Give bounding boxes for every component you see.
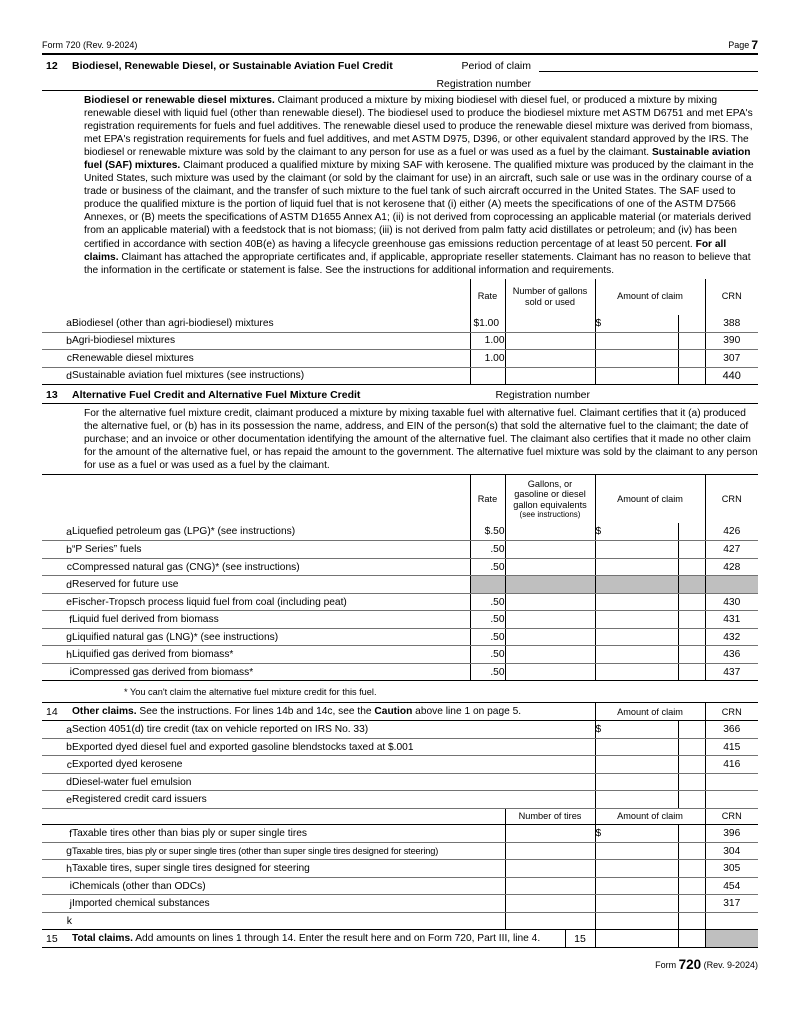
- line-12b-cents-input[interactable]: [678, 332, 705, 350]
- line-13f-crn: 431: [705, 611, 758, 629]
- line-14e-letter: e: [42, 791, 72, 809]
- line-14j-cents-input[interactable]: [678, 895, 705, 913]
- line-14a-cents-input[interactable]: [678, 721, 705, 739]
- table-row: [42, 593, 758, 611]
- line-12b-letter: b: [42, 332, 72, 350]
- line-13h-letter: h: [42, 646, 72, 664]
- line-13f-gallons-input[interactable]: [505, 611, 595, 629]
- line-14-tires-header-row: [42, 809, 758, 825]
- line-13d-description: Reserved for future use: [72, 576, 470, 594]
- line-14k-cents-input[interactable]: [678, 912, 705, 930]
- line-12-p2-body: Claimant produced a qualified mixture by mixing SAF with kerosene. The qualified mixture was produced by the claimant in the United States, such mixture was used by the claimant (or sold by the claimant for use) in an aircraft, such sale or use was in the ordinary course of a trade or business of the claimant, and the transfer of such mixture to the fuel tank of such aircraft occurred in the United States. The SAF used to produce the qualified mixture is the portion of liquid fuel that is not kerosene that (i) either (A) meets the specifications of one of the ASTM D7566 Annexes, or (B) meets the specifications of ASTM D1655 Annex A1; (ii) is not derived from coprocessing an applicable material (or materials derived from an applicable material) with a feedstock that is not biomass; (iii) is not derived from palm fatty acid distillates or petroleum; and (iv) has been certified in accordance with section 40B(e) as having a lifecycle greenhouse gas emissions reduction percentage of at least 50 percent.: [84, 160, 754, 250]
- table-row: [42, 912, 758, 930]
- line-13g-gallons-input[interactable]: [505, 628, 595, 646]
- line-12c-description: Renewable diesel mixtures: [72, 350, 470, 368]
- line-14f-letter: f: [42, 825, 72, 843]
- line-13i-rate: .50: [470, 663, 505, 681]
- spacer-cell: [72, 475, 470, 524]
- spacer-cell: [42, 475, 72, 524]
- line-12b-rate: 1.00: [470, 332, 505, 350]
- line-13c-amount-input[interactable]: [595, 558, 678, 576]
- line-14-header-row: [42, 703, 758, 721]
- line-13e-description: Fischer-Tropsch process liquid fuel from coal (including peat): [72, 593, 470, 611]
- line-12c-cents-input[interactable]: [678, 350, 705, 368]
- line-13-footnote: * You can't claim the alternative fuel mixture credit for this fuel.: [124, 687, 377, 698]
- line-14k-amount-input[interactable]: [595, 912, 678, 930]
- line-14-caution-word: Caution: [374, 706, 413, 718]
- line-15-title: [72, 930, 565, 948]
- line-13-table: [42, 474, 758, 681]
- line-15-cents-input[interactable]: [678, 930, 705, 948]
- table-row: [42, 721, 758, 739]
- line-13i-cents-input[interactable]: [678, 663, 705, 681]
- line-14c-description: Exported dyed kerosene: [72, 756, 595, 774]
- table-row: [42, 860, 758, 878]
- line-12-col-amount: Amount of claim: [595, 279, 705, 315]
- line-12a-crn: 388: [705, 315, 758, 333]
- line-13d-rate-reserved: [470, 576, 505, 594]
- line-13h-rate: .50: [470, 646, 505, 664]
- line-14i-tires-input[interactable]: [505, 877, 595, 895]
- line-14j-description: Imported chemical substances: [72, 895, 505, 913]
- line-13i-crn: 437: [705, 663, 758, 681]
- line-12-header: [42, 55, 758, 74]
- line-13-col-gallons-l2: gasoline or diesel: [514, 489, 586, 500]
- line-12-p3-lead: For all claims.: [84, 238, 727, 263]
- line-15-box-number: 15: [565, 930, 595, 948]
- line-13f-amount-input[interactable]: [595, 611, 678, 629]
- line-12d-amount-input[interactable]: [595, 367, 678, 385]
- line-12-paragraph: [42, 91, 758, 279]
- line-12-col-crn: CRN: [721, 291, 742, 302]
- line-13g-description: Liquified natural gas (LNG)* (see instructions): [72, 628, 470, 646]
- line-14-col-crn: CRN: [705, 703, 758, 721]
- line-14-title-rest-2: above line 1 on page 5.: [412, 706, 522, 718]
- line-14b-description: Exported dyed diesel fuel and exported gasoline blendstocks taxed at $.001: [72, 738, 595, 756]
- table-row: [42, 367, 758, 385]
- line-12-p1-lead: Biodiesel or renewable diesel mixtures.: [84, 95, 275, 106]
- line-14k-description: [72, 912, 505, 930]
- line-13a-letter: a: [42, 523, 72, 541]
- line-12d-description: Sustainable aviation fuel mixtures (see instructions): [72, 367, 470, 385]
- table-row: [42, 541, 758, 559]
- line-12c-gallons-input[interactable]: [505, 350, 595, 368]
- line-14k-letter: k: [42, 912, 72, 930]
- line-13b-letter: b: [42, 541, 72, 559]
- line-13i-amount-input[interactable]: [595, 663, 678, 681]
- line-14c-amount-input[interactable]: [595, 756, 678, 774]
- line-12-col-gallons-l2: sold or used: [524, 296, 576, 307]
- table-row: [42, 791, 758, 809]
- line-13e-cents-input[interactable]: [678, 593, 705, 611]
- line-13-col-amount: Amount of claim: [595, 475, 705, 524]
- line-13a-gallons-input[interactable]: [505, 523, 595, 541]
- line-14f-amount-input[interactable]: $: [595, 825, 678, 843]
- line-14i-crn: 454: [705, 877, 758, 895]
- footer-form-number: 720: [678, 957, 702, 973]
- line-13c-letter: c: [42, 558, 72, 576]
- line-15-number: 15: [42, 930, 72, 948]
- line-12c-crn: 307: [705, 350, 758, 368]
- line-15-amount-input[interactable]: [595, 930, 678, 948]
- line-14d-crn: [705, 773, 758, 791]
- spacer-cell: [42, 279, 72, 315]
- line-14e-cents-input[interactable]: [678, 791, 705, 809]
- line-14k-crn: [705, 912, 758, 930]
- line-12a-amount-input[interactable]: $: [595, 315, 678, 333]
- line-13a-amount-input[interactable]: $: [595, 523, 678, 541]
- line-13h-crn: 436: [705, 646, 758, 664]
- line-15-title-rest: Add amounts on lines 1 through 14. Enter the result here and on Form 720, Part III, line 4.: [132, 933, 541, 945]
- line-13h-cents-input[interactable]: [678, 646, 705, 664]
- line-12c-rate: 1.00: [470, 350, 505, 368]
- line-14e-description: Registered credit card issuers: [72, 791, 595, 809]
- line-14f-tires-input[interactable]: [505, 825, 595, 843]
- footer-revision: (Rev. 9-2024): [703, 960, 758, 971]
- line-12d-crn: 440: [705, 367, 758, 385]
- line-12-title: Biodiesel, Renewable Diesel, or Sustainable Aviation Fuel Credit: [72, 59, 393, 72]
- line-14g-letter: g: [42, 842, 72, 860]
- table-row: [42, 646, 758, 664]
- line-13a-rate: $.50: [470, 523, 505, 541]
- line-13b-amount-input[interactable]: [595, 541, 678, 559]
- line-13g-letter: g: [42, 628, 72, 646]
- line-13e-crn: 430: [705, 593, 758, 611]
- table-row: [42, 738, 758, 756]
- line-14-number: 14: [42, 703, 72, 721]
- line-14h-crn: 305: [705, 860, 758, 878]
- line-14a-crn: 366: [705, 721, 758, 739]
- line-14-col-number-of-tires: Number of tires: [505, 809, 595, 825]
- line-14-tires-table: [42, 809, 758, 931]
- line-15-row: [42, 930, 758, 948]
- line-14a-amount-input[interactable]: $: [595, 721, 678, 739]
- line-12d-rate: [470, 367, 505, 385]
- line-13-registration-label: Registration number: [495, 388, 590, 401]
- line-12-p1-body: Claimant produced a mixture by mixing biodiesel with diesel fuel, or produced a mixture by mixing renewable diesel with liquid fuel (other than renewable diesel). The biodiesel used to produce the biodiesel mixture met ASTM D6751 and met EPA's registration requirements for fuels and fuel additives. The renewable diesel used to produce the renewable diesel mixture was derived from biomass, met EPA's registration requirements for fuels and fuel additives, and met ASTM D975, D396, or other equivalent standard approved by the IRS. The biodiesel or renewable mixture was sold by the claimant to any person for use as a fuel or was used as a fuel by the claimant.: [84, 95, 753, 159]
- line-12c-amount-input[interactable]: [595, 350, 678, 368]
- line-14b-letter: b: [42, 738, 72, 756]
- line-14g-description: Taxable tires, bias ply or super single tires (other than super single tires designed for steering): [72, 842, 505, 860]
- line-14f-crn: 396: [705, 825, 758, 843]
- line-12b-description: Agri-biodiesel mixtures: [72, 332, 470, 350]
- line-12d-letter: d: [42, 367, 72, 385]
- form-sheet: [42, 40, 758, 972]
- spacer-cell: [72, 279, 470, 315]
- line-13-title: Alternative Fuel Credit and Alternative Fuel Mixture Credit: [72, 388, 361, 401]
- form-footer: [42, 948, 758, 972]
- line-14j-letter: j: [42, 895, 72, 913]
- table-row: [42, 523, 758, 541]
- line-14d-cents-input[interactable]: [678, 773, 705, 791]
- line-14-title: [72, 703, 595, 721]
- line-13i-letter: i: [42, 663, 72, 681]
- line-13b-crn: 427: [705, 541, 758, 559]
- line-13i-description: Compressed gas derived from biomass*: [72, 663, 470, 681]
- line-13c-cents-input[interactable]: [678, 558, 705, 576]
- line-14j-crn: 317: [705, 895, 758, 913]
- line-13e-gallons-input[interactable]: [505, 593, 595, 611]
- line-13b-description: “P Series” fuels: [72, 541, 470, 559]
- page-word: Page: [728, 40, 750, 50]
- line-13g-cents-input[interactable]: [678, 628, 705, 646]
- page-header: [42, 40, 758, 53]
- line-13-table-header-row: [42, 475, 758, 524]
- line-14j-tires-input[interactable]: [505, 895, 595, 913]
- line-12-col-rate: Rate: [470, 279, 505, 315]
- line-13-registration-group: [495, 389, 758, 401]
- line-13e-rate: .50: [470, 593, 505, 611]
- table-row: [42, 350, 758, 368]
- line-14i-cents-input[interactable]: [678, 877, 705, 895]
- line-12d-cents-input[interactable]: [678, 367, 705, 385]
- line-14g-tires-input[interactable]: [505, 842, 595, 860]
- table-row: [42, 842, 758, 860]
- spacer-cell: [42, 809, 72, 825]
- line-13h-gallons-input[interactable]: [505, 646, 595, 664]
- line-12-registration-row: [42, 74, 758, 90]
- period-of-claim-input[interactable]: [539, 60, 758, 72]
- line-13-paragraph: For the alternative fuel mixture credit, claimant produced a mixture by mixing taxable fuel with alternative fuel. Claimant certifies that it (a) produced the alternative fuel, or (b) has in its possession the name, address, and EIN of the person(s) that sold the alternative fuel to the claimant; the date of purchase; and an invoice or other documentation identifying the amount of the alternative fuel. The claimant also certifies that it made no other claim for the amount of the alternative fuel, or has repaid the amount to the government. The alternative fuel mixture was sold by the claimant to any person for use as a fuel or was used as a fuel by the claimant.: [84, 408, 758, 472]
- line-13d-cents-reserved: [678, 576, 705, 594]
- line-13h-amount-input[interactable]: [595, 646, 678, 664]
- line-14f-cents-input[interactable]: [678, 825, 705, 843]
- line-13a-cents-input[interactable]: [678, 523, 705, 541]
- line-13g-crn: 432: [705, 628, 758, 646]
- table-row: [42, 825, 758, 843]
- line-13f-letter: f: [42, 611, 72, 629]
- line-14h-amount-input[interactable]: [595, 860, 678, 878]
- line-12a-description: Biodiesel (other than agri-biodiesel) mixtures: [72, 315, 470, 333]
- line-14a-description: Section 4051(d) tire credit (tax on vehicle reported on IRS No. 33): [72, 721, 595, 739]
- line-12b-gallons-input[interactable]: [505, 332, 595, 350]
- period-of-claim-group: [462, 60, 758, 72]
- spacer-cell: [72, 809, 505, 825]
- line-14i-letter: i: [42, 877, 72, 895]
- line-14b-crn: 415: [705, 738, 758, 756]
- line-12d-gallons-input[interactable]: [505, 367, 595, 385]
- line-14h-cents-input[interactable]: [678, 860, 705, 878]
- line-15-table: [42, 930, 758, 948]
- line-13-header: [42, 385, 758, 403]
- line-13f-description: Liquid fuel derived from biomass: [72, 611, 470, 629]
- line-14g-crn: 304: [705, 842, 758, 860]
- line-13a-description: Liquefied petroleum gas (LPG)* (see instructions): [72, 523, 470, 541]
- line-15-crn-reserved: [705, 930, 758, 948]
- line-14-title-bold: Other claims.: [72, 706, 137, 718]
- line-14g-cents-input[interactable]: [678, 842, 705, 860]
- line-13g-amount-input[interactable]: [595, 628, 678, 646]
- form-revision-label: Form 720 (Rev. 9-2024): [42, 40, 138, 50]
- line-14c-cents-input[interactable]: [678, 756, 705, 774]
- line-13-col-gallons-l3: gallon equivalents: [513, 499, 587, 510]
- line-13-col-gallons: [505, 475, 595, 524]
- line-12a-letter: a: [42, 315, 72, 333]
- line-14-tires-col-crn: CRN: [705, 809, 758, 825]
- line-13f-cents-input[interactable]: [678, 611, 705, 629]
- line-13e-amount-input[interactable]: [595, 593, 678, 611]
- line-13-col-gallons-l1: Gallons, or: [527, 478, 573, 489]
- line-12c-letter: c: [42, 350, 72, 368]
- line-12-p2-lead: Sustainable aviation fuel (SAF) mixtures.: [84, 147, 751, 172]
- line-13a-crn: 426: [705, 523, 758, 541]
- line-14e-crn: [705, 791, 758, 809]
- line-14b-cents-input[interactable]: [678, 738, 705, 756]
- table-row: [42, 315, 758, 333]
- line-12b-amount-input[interactable]: [595, 332, 678, 350]
- line-13-col-rate: Rate: [470, 475, 505, 524]
- line-12-table-header-row: [42, 279, 758, 315]
- table-row: [42, 611, 758, 629]
- line-12-col-gallons: [505, 279, 595, 315]
- line-14a-letter: a: [42, 721, 72, 739]
- line-13b-cents-input[interactable]: [678, 541, 705, 559]
- table-row: [42, 895, 758, 913]
- line-13d-gallons-reserved: [505, 576, 595, 594]
- line-12-number: 12: [46, 59, 58, 72]
- line-13i-gallons-input[interactable]: [505, 663, 595, 681]
- line-13d-crn-reserved: [705, 576, 758, 594]
- table-row: [42, 663, 758, 681]
- line-12-table: [42, 279, 758, 386]
- line-12-col-gallons-l1: Number of gallons: [512, 286, 588, 297]
- line-13-col-crn: CRN: [705, 475, 758, 524]
- line-13c-crn: 428: [705, 558, 758, 576]
- line-13g-rate: .50: [470, 628, 505, 646]
- line-13b-gallons-input[interactable]: [505, 541, 595, 559]
- table-row: [42, 332, 758, 350]
- line-14-table: [42, 703, 758, 809]
- line-14i-amount-input[interactable]: [595, 877, 678, 895]
- table-row: [42, 558, 758, 576]
- line-13c-rate: .50: [470, 558, 505, 576]
- footer-form-word: Form: [655, 960, 677, 971]
- table-row: [42, 756, 758, 774]
- line-14f-description: Taxable tires other than bias ply or super single tires: [72, 825, 505, 843]
- line-13-number: 13: [46, 388, 58, 401]
- line-14c-letter: c: [42, 756, 72, 774]
- line-12-registration-label: Registration number: [436, 78, 531, 90]
- line-14c-crn: 416: [705, 756, 758, 774]
- page-number: 7: [751, 38, 758, 52]
- line-14d-amount-input[interactable]: [595, 773, 678, 791]
- line-14-col-amount: Amount of claim: [595, 703, 705, 721]
- line-14-tires-col-amount: Amount of claim: [595, 809, 705, 825]
- line-12a-gallons-input[interactable]: [505, 315, 595, 333]
- table-row: [42, 877, 758, 895]
- table-row: [42, 628, 758, 646]
- line-13c-description: Compressed natural gas (CNG)* (see instructions): [72, 558, 470, 576]
- line-14g-amount-input[interactable]: [595, 842, 678, 860]
- line-12a-cents-input[interactable]: [678, 315, 705, 333]
- line-15-title-bold: Total claims.: [72, 933, 133, 945]
- line-13d-amount-reserved: [595, 576, 678, 594]
- line-13e-letter: e: [42, 593, 72, 611]
- line-14d-letter: d: [42, 773, 72, 791]
- period-of-claim-label: Period of claim: [461, 59, 531, 72]
- line-14h-tires-input[interactable]: [505, 860, 595, 878]
- line-14-title-rest-1: See the instructions. For lines 14b and 14c, see the: [136, 706, 375, 718]
- line-13f-rate: .50: [470, 611, 505, 629]
- table-row: [42, 773, 758, 791]
- line-14h-description: Taxable tires, super single tires designed for steering: [72, 860, 505, 878]
- line-12a-rate: $1.00: [470, 315, 505, 333]
- line-13d-letter: d: [42, 576, 72, 594]
- page-number-label: [728, 40, 758, 51]
- line-14h-letter: h: [42, 860, 72, 878]
- line-12b-crn: 390: [705, 332, 758, 350]
- line-13c-gallons-input[interactable]: [505, 558, 595, 576]
- line-14d-description: Diesel-water fuel emulsion: [72, 773, 595, 791]
- line-14i-description: Chemicals (other than ODCs): [72, 877, 505, 895]
- line-13b-rate: .50: [470, 541, 505, 559]
- line-14b-amount-input[interactable]: [595, 738, 678, 756]
- table-row: [42, 576, 758, 594]
- line-14e-amount-input[interactable]: [595, 791, 678, 809]
- line-14j-amount-input[interactable]: [595, 895, 678, 913]
- line-14k-tires-input[interactable]: [505, 912, 595, 930]
- line-13h-description: Liquified gas derived from biomass*: [72, 646, 470, 664]
- line-12-p3-body: Claimant has attached the appropriate certificates and, if applicable, appropriate reseller statements. Claimant has no reason to believe that the information in the certificate or statement is false. See the instructions for additional information and requirements.: [84, 251, 751, 276]
- line-13-col-gallons-sub: (see instructions): [519, 510, 581, 520]
